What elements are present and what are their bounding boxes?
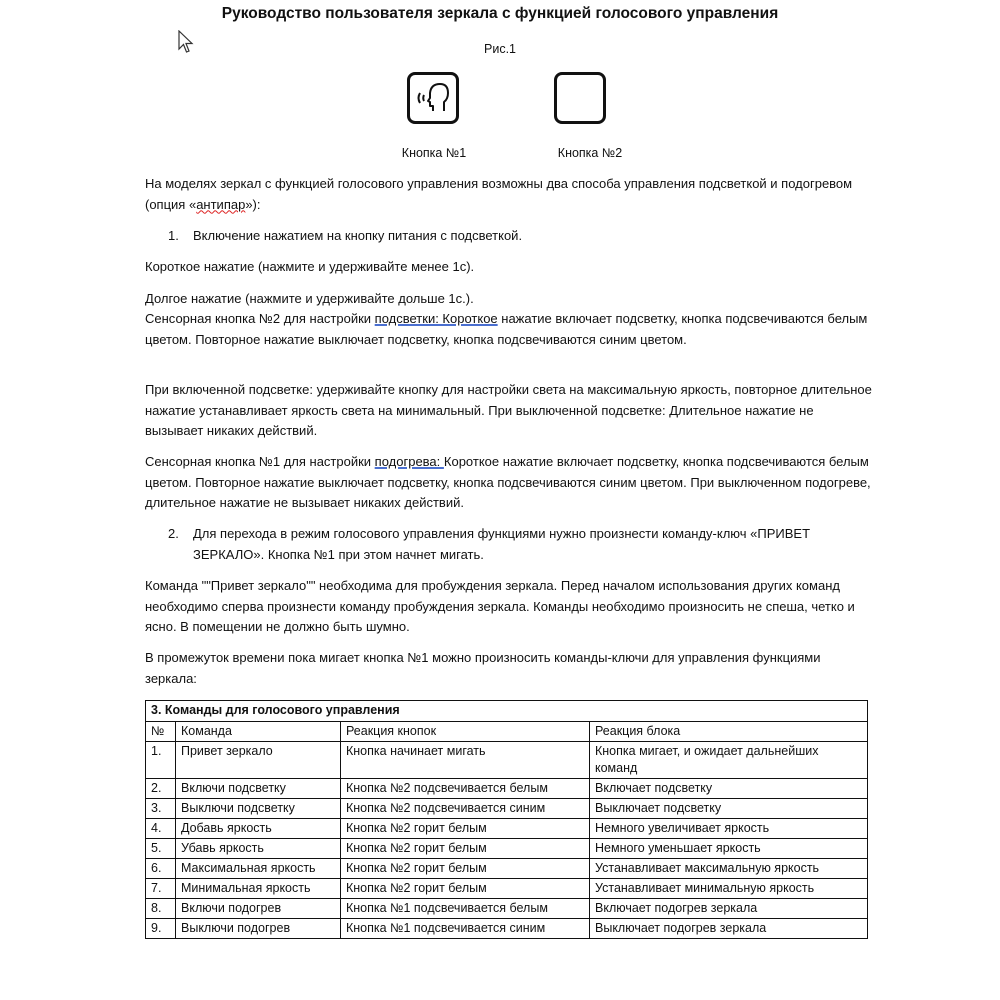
table-cell: Убавь яркость <box>176 839 341 859</box>
table-row <box>146 899 868 919</box>
table-cell: Кнопка №2 горит белым <box>341 819 590 839</box>
table-cell: 6. <box>146 859 176 879</box>
table-cell: 3. <box>146 799 176 819</box>
table-cell: 5. <box>146 839 176 859</box>
table-row <box>146 819 868 839</box>
sensor1-paragraph <box>145 452 873 514</box>
item2-number: 2. <box>168 526 179 541</box>
blink-note-paragraph: В промежуток времени пока мигает кнопка №1 можно произносить команды-ключи для управления функциями зеркала: <box>145 650 821 686</box>
table-row <box>146 799 868 819</box>
voice-head-icon <box>407 72 459 124</box>
table-cell: Включи подсветку <box>176 779 341 799</box>
intro-underlined-word: антипар <box>196 196 246 212</box>
table-cell: Выключи подогрев <box>176 919 341 939</box>
table-row <box>146 839 868 859</box>
table-header-cell: Команда <box>176 722 341 742</box>
table-cell: Минимальная яркость <box>176 879 341 899</box>
table-row <box>146 859 868 879</box>
table-cell: Привет зеркало <box>176 742 341 779</box>
table-header-row <box>146 722 868 742</box>
table-title: 3. Команды для голосового управления <box>146 701 868 722</box>
table-cell: Устанавливает минимальную яркость <box>590 879 868 899</box>
sensor2-underlined: подсветки: Короткое <box>374 311 498 326</box>
sensor2-prefix: Сенсорная кнопка №2 для настройки <box>145 311 375 326</box>
intro-text-after: »): <box>245 196 261 212</box>
table-cell: 1. <box>146 742 176 779</box>
table-cell: Выключает подсветку <box>590 799 868 819</box>
table-cell: Кнопка №1 подсвечивается белым <box>341 899 590 919</box>
table-header-cell: № <box>146 722 176 742</box>
item1-number: 1. <box>168 228 179 243</box>
table-cell: Кнопка №2 подсвечивается синим <box>341 799 590 819</box>
command-note-paragraph: Команда ""Привет зеркало"" необходима для пробуждения зеркала. Перед началом использования других команд необходимо сперва произнести команду пробуждения зеркала. Команды необходимо произносить не спеша, четко и ясно. В помещении не должно быть шумно. <box>145 578 855 634</box>
short-press-paragraph: Короткое нажатие (нажмите и удерживайте менее 1с). <box>145 259 475 274</box>
table-cell: 9. <box>146 919 176 939</box>
table-cell: Кнопка №2 подсвечивается белым <box>341 779 590 799</box>
table-cell: Включает подсветку <box>590 779 868 799</box>
table-cell: Кнопка начинает мигать <box>341 742 590 779</box>
intro-text-before: На моделях зеркал с функцией голосового управления возможны два способа управления подсветкой и подогревом (опция « <box>145 176 853 212</box>
item1-text: Включение нажатием на кнопку питания с подсветкой. <box>193 228 523 243</box>
table-cell: Кнопка №2 горит белым <box>341 839 590 859</box>
table-cell: Максимальная яркость <box>176 859 341 879</box>
long-press-paragraph: Долгое нажатие (нажмите и удерживайте дольше 1с.). <box>145 291 474 306</box>
table-cell: Немного увеличивает яркость <box>590 819 868 839</box>
table-cell: 8. <box>146 899 176 919</box>
table-cell: 2. <box>146 779 176 799</box>
table-row <box>146 919 868 939</box>
button1-label: Кнопка №1 <box>401 146 467 160</box>
sensor2-suffix: нажатие включает подсветку, кнопка подсвечиваются белым цветом. Повторное нажатие выключает подсветку, кнопка подсвечиваются синим цветом. <box>145 311 868 347</box>
item2-text: Для перехода в режим голосового управления функциями нужно произнести команду-ключ «ПРИВЕТ ЗЕРКАЛО». Кнопка №1 при этом начнет мигать. <box>193 526 811 562</box>
table-cell: Немного уменьшает яркость <box>590 839 868 859</box>
voice-commands-table <box>145 700 868 939</box>
table-cell: 7. <box>146 879 176 899</box>
table-cell: Включи подогрев <box>176 899 341 919</box>
intro-paragraph <box>145 174 873 215</box>
table-cell: Кнопка мигает, и ожидает дальнейших команд <box>590 742 868 779</box>
blank-square-button <box>554 72 606 124</box>
table-header-cell: Реакция кнопок <box>341 722 590 742</box>
table-row <box>146 779 868 799</box>
figure-caption: Рис.1 <box>484 42 516 56</box>
sensor1-suffix: Короткое нажатие включает подсветку, кнопка подсвечиваются белым цветом. Повторное нажатие выключает подсветку, кнопка подсвечиваются синим цветом. При выключенном подогреве, длительное нажатие не вызывает никаких действий. <box>145 454 871 510</box>
document-title: Руководство пользователя зеркала с функцией голосового управления <box>221 5 779 22</box>
table-cell: Выключи подсветку <box>176 799 341 819</box>
table-cell: 4. <box>146 819 176 839</box>
sensor1-underlined: подогрева: <box>374 454 444 469</box>
table-cell: Добавь яркость <box>176 819 341 839</box>
sensor1-prefix: Сенсорная кнопка №1 для настройки <box>145 454 375 469</box>
button2-label: Кнопка №2 <box>557 146 623 160</box>
table-row <box>146 742 868 779</box>
table-cell: Кнопка №2 горит белым <box>341 879 590 899</box>
backlight-on-paragraph: При включенной подсветке: удерживайте кнопку для настройки света на максимальную яркость, повторное длительное нажатие устанавливает яркость света на минимальный. При выключенной подсветке: Длительное нажатие не вызывает никаких действий. <box>145 382 872 438</box>
sensor2-paragraph <box>145 309 873 350</box>
table-cell: Устанавливает максимальную яркость <box>590 859 868 879</box>
table-cell: Выключает подогрев зеркала <box>590 919 868 939</box>
table-cell: Кнопка №2 горит белым <box>341 859 590 879</box>
table-header-cell: Реакция блока <box>590 722 868 742</box>
table-row <box>146 879 868 899</box>
table-title-row <box>146 701 868 722</box>
table-cell: Включает подогрев зеркала <box>590 899 868 919</box>
table-cell: Кнопка №1 подсвечивается синим <box>341 919 590 939</box>
